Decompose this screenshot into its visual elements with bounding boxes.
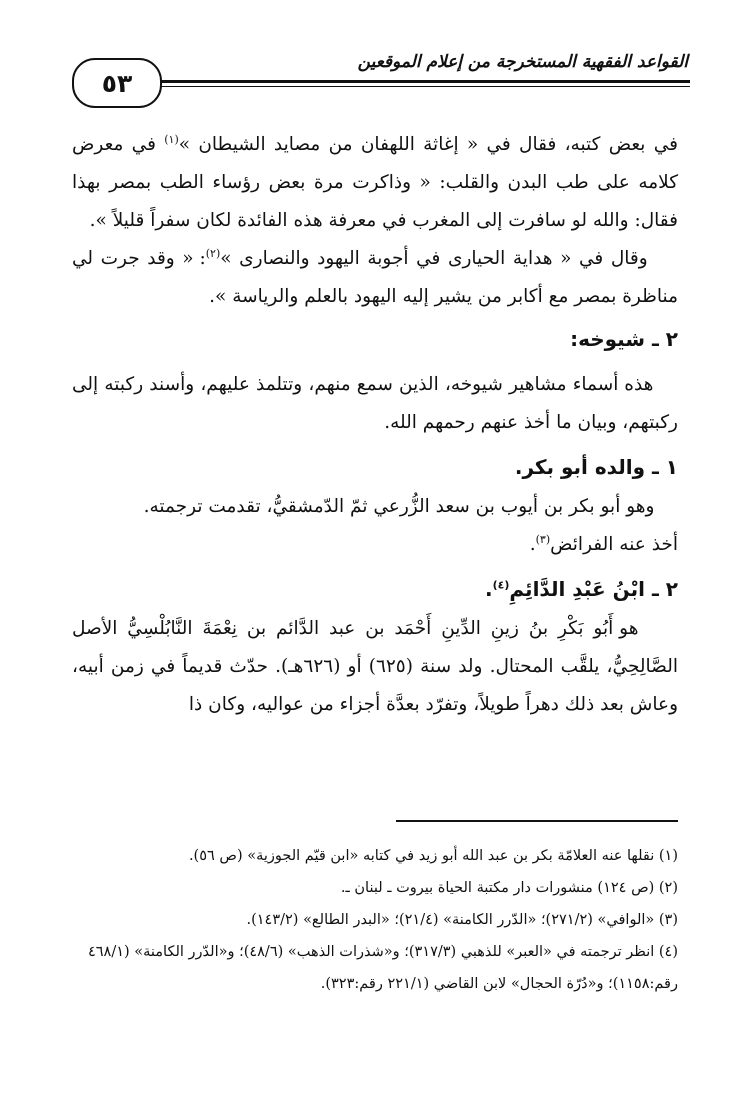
footnote-3: (٣) «الوافي» (٢٧١/٢)؛ «الدّرر الكامنة» (٢١/٤)؛ «البدر الطالع» (١٤٣/٢).: [246, 912, 678, 928]
footnotes: [66, 840, 678, 1000]
paragraph-father: وهو أبو بكر بن أيوب بن سعد الزُّرعي ثمّ الدّمشقيُّ، تقدمت ترجمته.: [143, 496, 655, 517]
header-rule-thin: [150, 86, 690, 87]
footnote-ref-3[interactable]: (٣): [535, 532, 551, 546]
footnote-4: (٤) انظر ترجمته في «العبر» للذهبي (٣١٧/٣)؛ و«شذرات الذهب» (٤٨/٦)؛ و«الدّرر الكامنة» (٤٦٨/١ رقم:١١٥٨)؛ و«دُرّة الحجال» لابن القاضي (٢٢١/١ رقم:٣٢٣).: [87, 944, 678, 992]
header-rule-thick: [150, 80, 690, 83]
paragraph-shuyukh-intro: هذه أسماء مشاهير شيوخه، الذين سمع منهم، وتتلمذ عليهم، وأسند ركبته إلى ركبتهم، وبيان ما أخذ عنهم رحمهم الله.: [72, 374, 678, 433]
paragraph-hidayat: وقال في « هداية الحيارى في أجوبة اليهود والنصارى »$^{(٢)}$: « وقد جرت لي مناظرة بمصر مع أكابر من يشير إليه اليهود بالعلم والرياسة ».: [72, 246, 678, 307]
section-heading-shuyukh: ٢ ـ شيوخه:: [570, 327, 678, 351]
paragraph-ighathat: في بعض كتبه، فقال في « إغاثة اللهفان من مصايد الشيطان »$^{(١)}$ في معرض كلامه على طب البدن والقلب: « وذاكرت مرة بعض رؤساء الطب بمصر بهذا فقال: والله لو سافرت إلى المغرب في معرفة هذه الفائدة لكان سفراً قليلاً ».: [72, 132, 678, 231]
page-number: ٥٣: [101, 68, 133, 98]
footnote-ref-1[interactable]: (١): [164, 132, 179, 146]
footnote-2: (٢) (ص ١٢٤) منشورات دار مكتبة الحياة بيروت ـ لبنان ـ.: [340, 880, 678, 896]
main-text: [72, 126, 678, 724]
subheading-father: ١ ـ والده أبو بكر.: [514, 455, 678, 479]
subheading-ibn-abd-al-daim: ٢ ـ ابْنُ عَبْدِ الدَّائِمِ$^{(٤)}$.: [484, 577, 678, 601]
paragraph-ibn-abd-al-daim: هو أَبُو بَكْرِ بنُ زينِ الدِّينِ أَحْمَد بن عبد الدَّائم بن نِعْمَةَ النَّابُلْسِيُّ الأصل الصَّالِحِيُّ، يلقَّب المحتال. ولد سنة (٦٢٥) أو (٦٢٦هـ). حدّث قديماً في زمن أبيه، وعاش بعد ذلك دهراً طويلاً، وتفرّد بعدَّة أجزاء من عواليه، وكان ذا: [72, 618, 678, 715]
running-header-title: القواعد الفقهية المستخرجة من إعلام الموقعين: [357, 52, 688, 72]
footnote-ref-2[interactable]: (٢): [205, 246, 221, 260]
page-number-badge: [72, 58, 162, 108]
paragraph-faraid: أخذ عنه الفرائض$^{(٣)}$.: [529, 532, 678, 555]
footnote-ref-4[interactable]: (٤): [492, 578, 510, 592]
footnote-1: (١) نقلها عنه العلامّة بكر بن عبد الله أبو زيد في كتابه «ابن قيّم الجوزية» (ص ٥٦).: [188, 848, 678, 864]
footnote-separator: [396, 820, 678, 822]
